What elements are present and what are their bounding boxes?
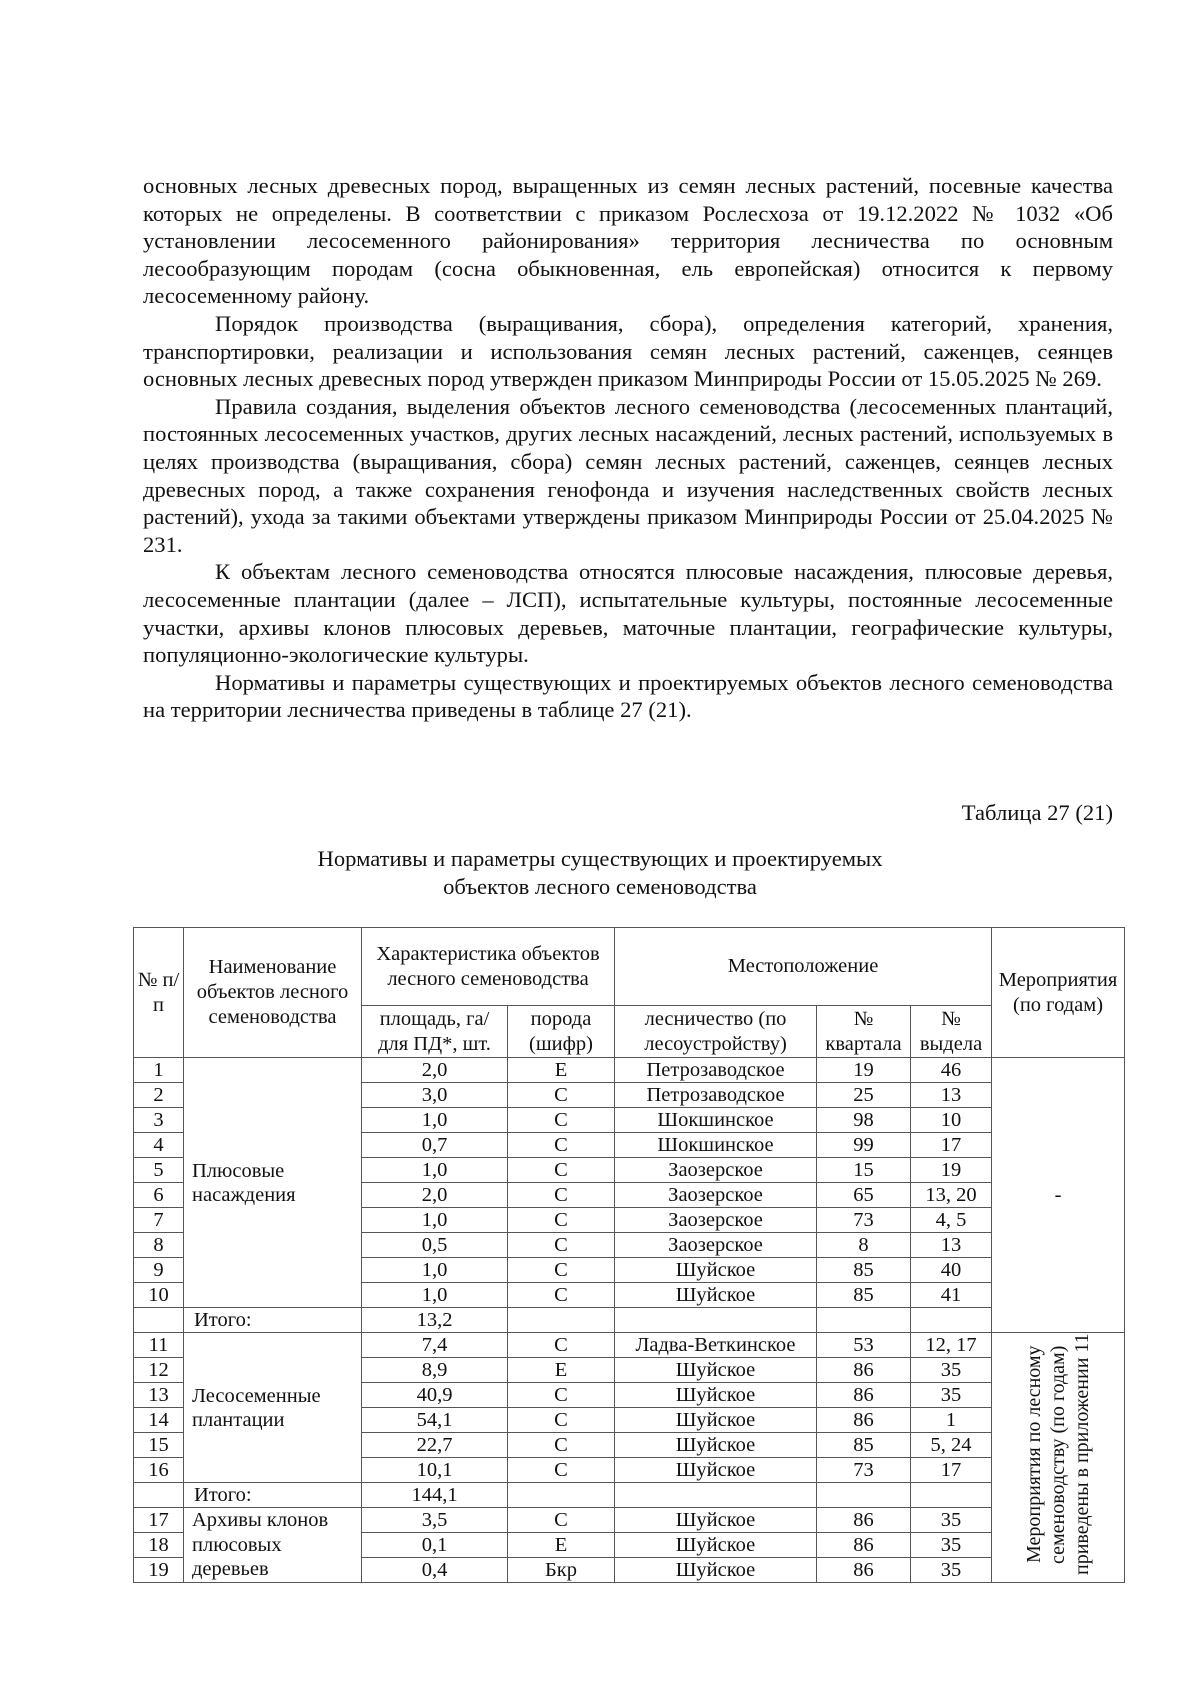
paragraph-1: основных лесных древесных пород, выращенных из семян лесных растений, посевные качества которых не определены. В соответствии с приказом Рослесхоза от 19.12.2022 № 1032 «Об установлении лесосеменного районирования» территория лесничества по основным лесообразующим породам (сосна обыкновенная, ель европейская) относится к первому лесосеменному району.	[143, 173, 1113, 309]
cell-section: 12, 17	[911, 1333, 992, 1358]
cell-species: С	[508, 1258, 615, 1283]
cell-area: 1,0	[362, 1158, 508, 1183]
cell-object-name: Плюсовые насаждения	[184, 1058, 362, 1308]
cell-quarter: 8	[817, 1233, 911, 1258]
cell-num: 12	[134, 1358, 184, 1383]
cell-forestry: Заозерское	[615, 1233, 817, 1258]
seed-objects-table	[133, 927, 1125, 1583]
cell-measures-vertical	[992, 1333, 1125, 1583]
total-area: 13,2	[362, 1308, 508, 1333]
total-row	[134, 1308, 1125, 1333]
cell-num: 1	[134, 1058, 184, 1083]
cell-area: 1,0	[362, 1283, 508, 1308]
cell-quarter: 86	[817, 1533, 911, 1558]
cell-area: 2,0	[362, 1183, 508, 1208]
cell-area: 0,1	[362, 1533, 508, 1558]
cell-forestry: Заозерское	[615, 1183, 817, 1208]
cell-section: 41	[911, 1283, 992, 1308]
cell-num: 9	[134, 1258, 184, 1283]
cell-quarter: 86	[817, 1408, 911, 1433]
cell-area: 0,5	[362, 1233, 508, 1258]
cell-area: 1,0	[362, 1258, 508, 1283]
cell-quarter: 73	[817, 1208, 911, 1233]
cell-num: 10	[134, 1283, 184, 1308]
cell-section: 13, 20	[911, 1183, 992, 1208]
cell-empty	[817, 1483, 911, 1508]
cell-quarter: 86	[817, 1558, 911, 1583]
cell-species: Е	[508, 1058, 615, 1083]
cell-species: С	[508, 1158, 615, 1183]
cell-object-name: Лесосеменные плантации	[184, 1333, 362, 1483]
cell-species: С	[508, 1233, 615, 1258]
cell-num: 4	[134, 1133, 184, 1158]
cell-num: 17	[134, 1508, 184, 1533]
cell-section: 17	[911, 1458, 992, 1483]
cell-species: С	[508, 1333, 615, 1358]
cell-forestry: Шуйское	[615, 1508, 817, 1533]
cell-area: 3,0	[362, 1083, 508, 1108]
cell-quarter: 15	[817, 1158, 911, 1183]
cell-area: 1,0	[362, 1208, 508, 1233]
total-row	[134, 1483, 1125, 1508]
cell-empty	[508, 1308, 615, 1333]
cell-area: 8,9	[362, 1358, 508, 1383]
cell-empty	[615, 1483, 817, 1508]
cell-species: С	[508, 1283, 615, 1308]
cell-section: 35	[911, 1383, 992, 1408]
measures-vertical-text: Мероприятия по лесному семеноводству (по годам) приведены в приложении 11	[1023, 1333, 1094, 1576]
cell-quarter: 86	[817, 1383, 911, 1408]
cell-species: С	[508, 1383, 615, 1408]
cell-forestry: Шуйское	[615, 1383, 817, 1408]
cell-section: 4, 5	[911, 1208, 992, 1233]
cell-quarter: 65	[817, 1183, 911, 1208]
table-number-label: Таблица 27 (21)	[961, 800, 1113, 825]
body-text	[143, 172, 1113, 724]
cell-area: 1,0	[362, 1108, 508, 1133]
cell-area: 22,7	[362, 1433, 508, 1458]
table-title	[0, 845, 1200, 901]
cell-quarter: 86	[817, 1358, 911, 1383]
cell-num: 3	[134, 1108, 184, 1133]
cell-forestry: Заозерское	[615, 1208, 817, 1233]
cell-section: 35	[911, 1508, 992, 1533]
cell-quarter: 19	[817, 1058, 911, 1083]
cell-num: 19	[134, 1558, 184, 1583]
cell-object-name: Архивы клонов плюсовых деревьев	[184, 1508, 362, 1583]
cell-quarter: 25	[817, 1083, 911, 1108]
cell-species: С	[508, 1083, 615, 1108]
table-row	[134, 1058, 1125, 1083]
cell-empty	[911, 1483, 992, 1508]
header-measures: Мероприятия (по годам)	[992, 928, 1125, 1058]
cell-area: 0,7	[362, 1133, 508, 1158]
cell-forestry: Шуйское	[615, 1458, 817, 1483]
cell-num-empty	[134, 1483, 184, 1508]
cell-empty	[817, 1308, 911, 1333]
cell-quarter: 85	[817, 1258, 911, 1283]
cell-forestry: Петрозаводское	[615, 1058, 817, 1083]
table-row	[134, 1333, 1125, 1358]
cell-forestry: Шуйское	[615, 1408, 817, 1433]
cell-forestry: Ладва-Веткинское	[615, 1333, 817, 1358]
header-characteristics: Характеристика объектов лесного семеноводства	[362, 928, 615, 1006]
cell-num: 8	[134, 1233, 184, 1258]
cell-section: 35	[911, 1533, 992, 1558]
header-num: № п/п	[134, 928, 184, 1058]
paragraph-4: К объектам лесного семеноводства относятся плюсовые насаждения, плюсовые деревья, лесосеменные плантации (далее – ЛСП), испытательные культуры, постоянные лесосеменные участки, архивы клонов плюсовых деревьев, маточные плантации, географические культуры, популяционно-экологические культуры.	[143, 559, 1113, 668]
cell-area: 10,1	[362, 1458, 508, 1483]
cell-num: 6	[134, 1183, 184, 1208]
header-species: порода (шифр)	[508, 1006, 615, 1058]
cell-empty	[911, 1308, 992, 1333]
total-label: Итого:	[184, 1308, 362, 1333]
header-section: № выдела	[911, 1006, 992, 1058]
cell-num: 15	[134, 1433, 184, 1458]
cell-num: 16	[134, 1458, 184, 1483]
total-label: Итого:	[184, 1483, 362, 1508]
cell-quarter: 85	[817, 1433, 911, 1458]
header-location: Местоположение	[615, 928, 992, 1006]
cell-area: 54,1	[362, 1408, 508, 1433]
cell-area: 3,5	[362, 1508, 508, 1533]
paragraph-2: Порядок производства (выращивания, сбора), определения категорий, хранения, транспортировки, реализации и использования семян лесных растений, саженцев, сеянцев основных лесных древесных пород утвержден приказом Минприроды России от 15.05.2025 № 269.	[143, 310, 1113, 392]
cell-species: С	[508, 1208, 615, 1233]
cell-section: 10	[911, 1108, 992, 1133]
cell-species: С	[508, 1108, 615, 1133]
cell-forestry: Шуйское	[615, 1533, 817, 1558]
cell-empty	[615, 1308, 817, 1333]
header-forestry: лесничество (по лесоустройству)	[615, 1006, 817, 1058]
cell-species: С	[508, 1508, 615, 1533]
cell-section: 35	[911, 1358, 992, 1383]
cell-forestry: Шуйское	[615, 1558, 817, 1583]
cell-forestry: Шуйское	[615, 1258, 817, 1283]
cell-num-empty	[134, 1308, 184, 1333]
cell-num: 18	[134, 1533, 184, 1558]
cell-species: Е	[508, 1533, 615, 1558]
table-row	[134, 1508, 1125, 1533]
cell-num: 5	[134, 1158, 184, 1183]
header-name: Наименование объектов лесного семеноводства	[184, 928, 362, 1058]
paragraph-3: Правила создания, выделения объектов лесного семеноводства (лесосеменных плантаций, постоянных лесосеменных участков, других лесных насаждений, лесных растений, используемых в целях производства (выращивания, сбора) семян лесных растений, саженцев, сеянцев лесных древесных пород, а также сохранения генофонда и изучения наследственных свойств лесных растений), ухода за такими объектами утверждены приказом Минприроды России от 25.04.2025 № 231.	[143, 393, 1113, 557]
cell-quarter: 73	[817, 1458, 911, 1483]
cell-num: 14	[134, 1408, 184, 1433]
cell-num: 2	[134, 1083, 184, 1108]
table-title-line-2: объектов лесного семеноводства	[443, 874, 757, 899]
cell-species: С	[508, 1458, 615, 1483]
cell-num: 13	[134, 1383, 184, 1408]
cell-forestry: Шуйское	[615, 1358, 817, 1383]
cell-species: С	[508, 1408, 615, 1433]
cell-forestry: Заозерское	[615, 1158, 817, 1183]
cell-quarter: 53	[817, 1333, 911, 1358]
cell-species: Бкр	[508, 1558, 615, 1583]
cell-forestry: Шуйское	[615, 1283, 817, 1308]
cell-species: С	[508, 1133, 615, 1158]
cell-forestry: Шокшинское	[615, 1108, 817, 1133]
cell-species: С	[508, 1433, 615, 1458]
header-quarter: № квартала	[817, 1006, 911, 1058]
cell-section: 13	[911, 1233, 992, 1258]
cell-area: 7,4	[362, 1333, 508, 1358]
cell-section: 19	[911, 1158, 992, 1183]
cell-quarter: 85	[817, 1283, 911, 1308]
cell-quarter: 98	[817, 1108, 911, 1133]
cell-section: 1	[911, 1408, 992, 1433]
cell-forestry: Петрозаводское	[615, 1083, 817, 1108]
cell-species: Е	[508, 1358, 615, 1383]
cell-area: 40,9	[362, 1383, 508, 1408]
cell-forestry: Шуйское	[615, 1433, 817, 1458]
cell-num: 11	[134, 1333, 184, 1358]
header-area: площадь, га/ для ПД*, шт.	[362, 1006, 508, 1058]
cell-quarter: 99	[817, 1133, 911, 1158]
cell-area: 0,4	[362, 1558, 508, 1583]
cell-section: 17	[911, 1133, 992, 1158]
cell-num: 7	[134, 1208, 184, 1233]
cell-empty	[508, 1483, 615, 1508]
cell-section: 5, 24	[911, 1433, 992, 1458]
cell-measures: -	[992, 1058, 1125, 1333]
cell-section: 35	[911, 1558, 992, 1583]
cell-species: С	[508, 1183, 615, 1208]
total-area: 144,1	[362, 1483, 508, 1508]
cell-forestry: Шокшинское	[615, 1133, 817, 1158]
cell-quarter: 86	[817, 1508, 911, 1533]
cell-section: 13	[911, 1083, 992, 1108]
cell-section: 40	[911, 1258, 992, 1283]
paragraph-5: Нормативы и параметры существующих и проектируемых объектов лесного семеноводства на территории лесничества приведены в таблице 27 (21).	[143, 669, 1113, 723]
table-title-line-1: Нормативы и параметры существующих и проектируемых	[317, 846, 883, 871]
cell-area: 2,0	[362, 1058, 508, 1083]
cell-section: 46	[911, 1058, 992, 1083]
